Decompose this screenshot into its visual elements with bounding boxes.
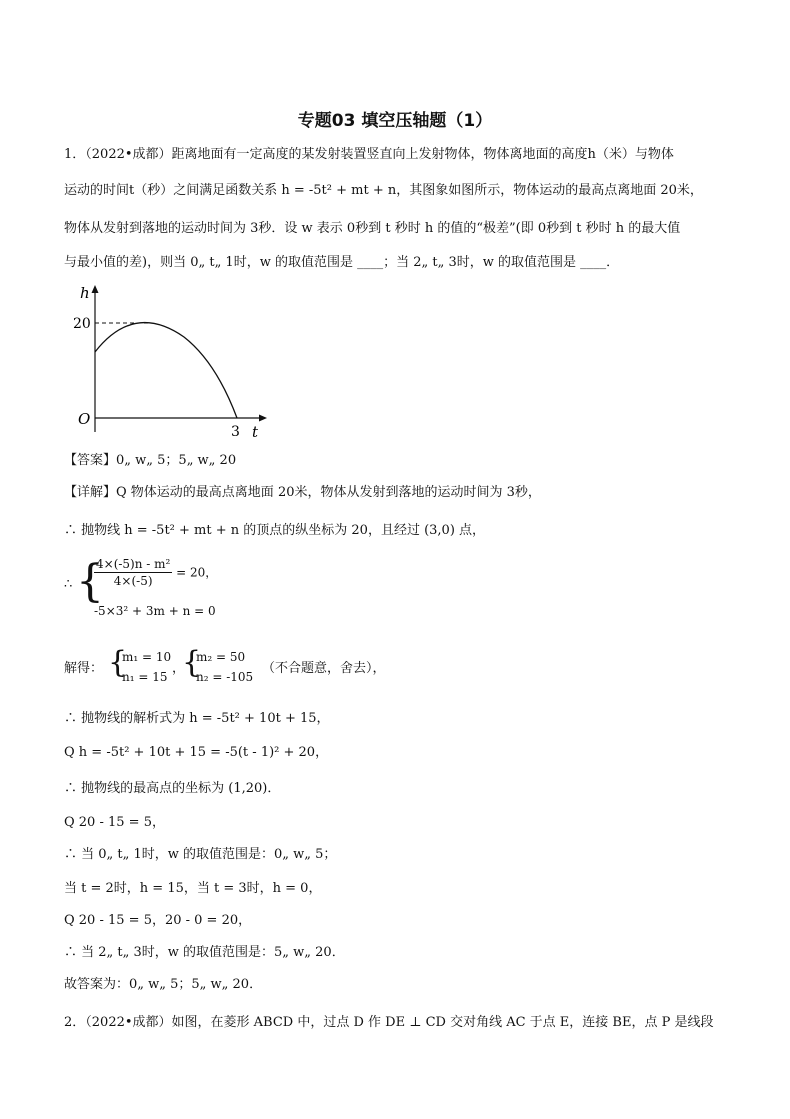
- solution-note: （不合题意，舍去），: [262, 661, 386, 676]
- x-axis-label: t: [252, 423, 259, 441]
- solution2-brace: {: [182, 645, 202, 680]
- system-prefix: ∴: [64, 577, 73, 592]
- solution-s6: Q 20 - 15 = 5，: [64, 815, 165, 830]
- solution-s3: ∴ 抛物线的解析式为 h = -5t² + 10t + 15，: [64, 711, 330, 726]
- solution-s2: ∴ 抛物线 h = -5t² + mt + n 的顶点的纵坐标为 20，且经过 (3,0) 点，: [64, 523, 486, 538]
- answer-text: 0„ w„ 5；5„ w„ 20: [116, 453, 237, 468]
- x-tick-3: 3: [231, 424, 240, 440]
- solution-s10: ∴ 当 2„ t„ 3时，w 的取值范围是：5„ w„ 20．: [64, 945, 345, 960]
- page-title: 专题03 填空压轴题（1）: [297, 111, 493, 131]
- system-eq1-rhs: = 20，: [176, 565, 218, 580]
- solution-line-1: [64, 484, 541, 502]
- q1-line-4: 与最小值的差)，则当 0„ t„ 1时，w 的取值范围是 ____；当 2„ t„ 3时，w 的取值范围是 ____．: [64, 255, 620, 270]
- solution2-m: m₂ = 50: [196, 650, 246, 664]
- y-axis-label: h: [80, 284, 90, 302]
- system-eq1: [94, 556, 217, 589]
- solution1-brace: {: [108, 645, 128, 680]
- solution-s7: ∴ 当 0„ t„ 1时，w 的取值范围是：0„ w„ 5；: [64, 847, 337, 862]
- solution-tag: 【详解】: [64, 485, 117, 500]
- solution-sep: ，: [172, 661, 186, 676]
- origin-label: O: [78, 410, 91, 428]
- q1-line-3: 物体从发射到落地的运动时间为 3秒．设 w 表示 0秒到 t 秒时 h 的值的“极差”(即 0秒到 t 秒时 h 的最大值: [64, 221, 681, 236]
- solution-s11: 故答案为：0„ w„ 5；5„ w„ 20．: [64, 977, 263, 992]
- system-eq2: -5×3² + 3m + n = 0: [94, 604, 216, 618]
- y-tick-20: 20: [73, 316, 91, 332]
- q1-line-1: 1．（2022•成都）距离地面有一定高度的某发射装置竖直向上发射物体，物体离地面的高度h（米）与物体: [64, 147, 674, 162]
- parabola-figure: [64, 282, 274, 442]
- solution-s9: Q 20 - 15 = 5，20 - 0 = 20，: [64, 913, 252, 928]
- answer-tag: 【答案】: [64, 453, 117, 468]
- solution1-m: m₁ = 10: [122, 650, 172, 664]
- system-numerator: 4×(-5)n - m²: [96, 557, 171, 571]
- parabola-curve: [95, 323, 237, 418]
- solution-s4: Q h = -5t² + 10t + 15 = -5(t - 1)² + 20，: [64, 745, 329, 760]
- system-denominator: 4×(-5): [113, 574, 153, 588]
- solution-s8: 当 t = 2时，h = 15，当 t = 3时，h = 0，: [64, 881, 322, 896]
- solution2-n: n₂ = -105: [196, 670, 254, 684]
- solve-prefix: 解得：: [64, 661, 104, 676]
- solution-s5: ∴ 抛物线的最高点的坐标为 (1,20)．: [64, 781, 281, 796]
- q1-line-2: 运动的时间t（秒）之间满足函数关系 h = -5t² + mt + n，其图象如图所示，物体运动的最高点离地面 20米，: [64, 183, 703, 198]
- system-brace: {: [76, 556, 104, 607]
- x-axis-arrow: [259, 415, 267, 422]
- y-axis-arrow: [92, 285, 99, 293]
- answer-line: [64, 452, 236, 470]
- solution-s1: Q 物体运动的最高点离地面 20米，物体从发射到落地的运动时间为 3秒，: [116, 485, 541, 500]
- solution1-n: n₁ = 15: [122, 670, 168, 684]
- q2-line-1: 2．（2022•成都）如图，在菱形 ABCD 中，过点 D 作 DE ⊥ CD 交对角线 AC 于点 E，连接 BE，点 P 是线段: [64, 1015, 714, 1030]
